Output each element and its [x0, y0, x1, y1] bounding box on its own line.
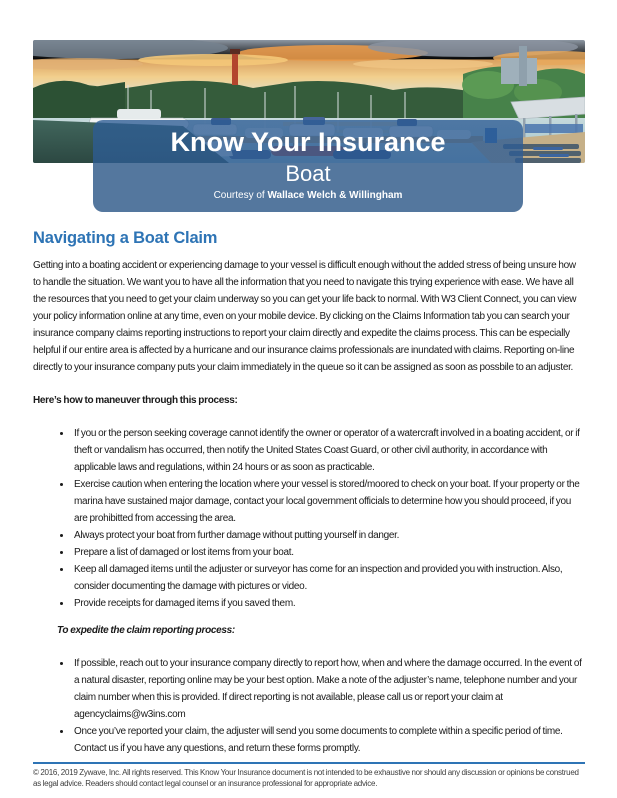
bullet-item: • Keep all damaged items until the adjuster or surveyor has come for an inspection and provided you with instruction. Also, consider documenting the damage with pictures or video.	[72, 561, 585, 595]
bullet-item: • Once you’ve reported your claim, the adjuster will send you some documents to complete within a specific period of time. Contact us if you have any questions, and return these forms promptly.	[72, 723, 585, 757]
banner-title: Know Your Insurance	[170, 127, 446, 157]
bullet-item: • Provide receipts for damaged items if you saved them.	[72, 595, 585, 612]
footer-divider	[33, 762, 585, 764]
footer-disclaimer: © 2016, 2019 Zywave, Inc. All rights reserved. This Know Your Insurance document is not intended to be exhaustive nor should any discussion or opinions be construed as legal advice. Readers should contact legal counsel or an insurance professional for appropriate advice.	[33, 768, 579, 788]
bullet-item: • Prepare a list of damaged or lost items from your boat.	[72, 544, 585, 561]
expedite-heading: To expedite the claim reporting process:	[57, 625, 235, 636]
page-footer	[33, 762, 585, 789]
intro-paragraph: Getting into a boating accident or experiencing damage to your vessel is difficult enough without the added stress of being unsure how to handle the situation. We want you to have all the information that you need to navigate this trying experience with ease. We have all the resources that you need to get your claim underway so you can get your life back to normal. With W3 Client Connect, you can view your policy information online at any time, even on your mobile device. By clicking on the Claims Information tab you can search your insurance company claims reporting instructions to report your claim directly and expedite the claims process. This can be especially helpful if our entire area is affected by a hurricane and our insurance claims professionals are inundated with claims. Reporting on-line directly to your insurance company puts your claim immediately in the queue so it can be assigned as soon as possbile to an adjuster.	[33, 260, 577, 373]
banner-subtitle: Boat	[285, 161, 331, 186]
bullet-item: • Exercise caution when entering the location where your vessel is stored/moored to check on your boat. If your property or the marina have sustained major damage, contact your local government officials to determine how you should proceed, if you are prohibitted from accessing the area.	[72, 476, 585, 527]
process-intro-line: Here’s how to maneuver through this process:	[33, 395, 238, 406]
banner-courtesy-line	[93, 189, 523, 202]
bullet-item: • If possible, reach out to your insurance company directly to report how, when and where the damage occurred. In the event of a natural disaster, reporting online may be your best option. Make a note of the adjuster’s name, telephone number and your claim number when this is provided. If direct reporting is not available, please call us or report your claim at agencyclaims@w3ins.com	[72, 655, 585, 723]
bullet-item: • Always protect your boat from further damage without putting yourself in danger.	[72, 527, 585, 544]
bullet-item: • If you or the person seeking coverage cannot identify the owner or operator of a watercraft involved in a boating accident, or if theft or vandalism has occurred, then notify the United States Coast Guard, or other civil authority, in accordance with applicable laws and regulations, within 24 hours or as soon as practicable.	[72, 425, 585, 476]
courtesy-agency-name: Wallace Welch & Willingham	[267, 190, 403, 201]
article-body	[33, 228, 585, 757]
expedite-steps-list	[33, 655, 585, 757]
claim-steps-list	[33, 425, 585, 612]
article-heading: Navigating a Boat Claim	[33, 229, 218, 247]
title-banner	[93, 120, 523, 212]
courtesy-prefix: Courtesy of	[213, 190, 268, 201]
